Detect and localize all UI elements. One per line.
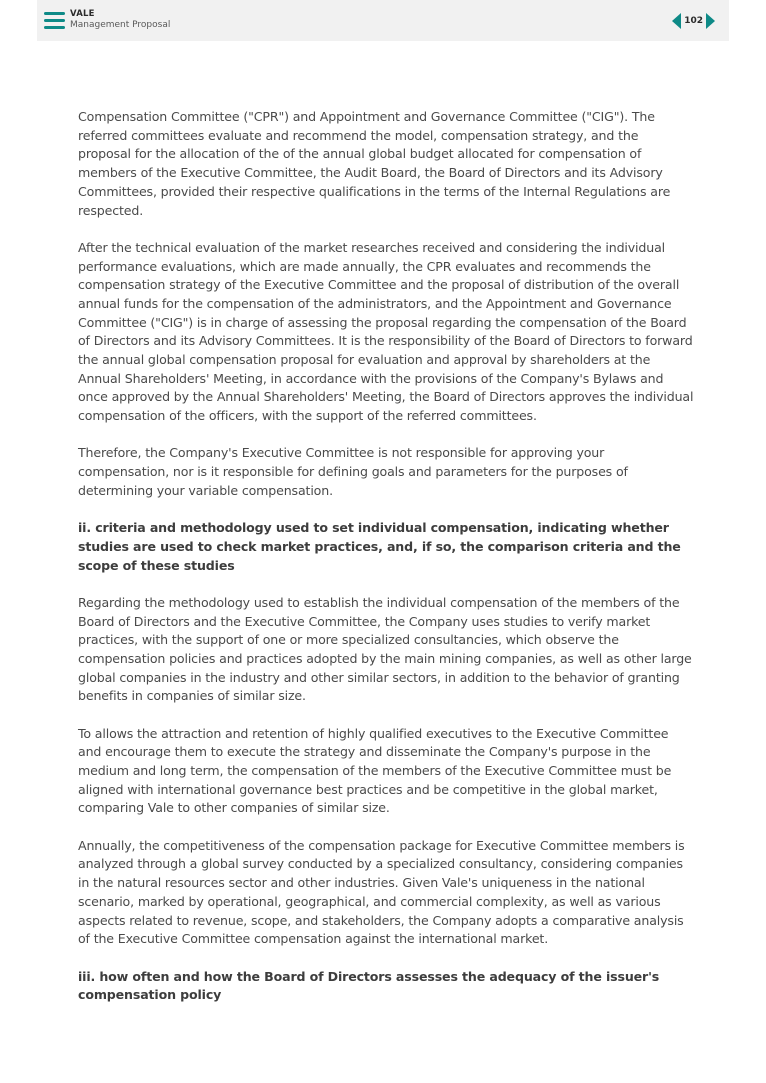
paragraph: Compensation Committee ("CPR") and Appointment and Governance Committee ("CIG"). The referred committees evaluate and recommend the model, compensation strategy, and the proposal for the allocation of the of the annual global budget allocated for compensation of members of the Executive Committee, the Audit Board, the Board of Directors and its Advisory Committees, provided their respective qualifications in the terms of the Internal Regulations are respected. — [78, 109, 671, 218]
page-header — [37, 0, 729, 41]
paragraph: Therefore, the Company's Executive Committee is not responsible for approving your compensation, nor is it responsible for defining goals and parameters for the purposes of determining your variable compensation. — [78, 445, 628, 498]
page-navigation — [672, 13, 715, 29]
section-heading-iii: iii. how often and how the Board of Directors assesses the adequacy of the issuer's compensation policy — [78, 968, 660, 1003]
brand-block — [70, 10, 170, 30]
document-body — [78, 108, 694, 1024]
menu-icon[interactable] — [44, 12, 65, 29]
paragraph: To allows the attraction and retention of highly qualified executives to the Executive Committee and encourage them to execute the strategy and disseminate the Company's purpose in the medium and long term, the compensation of the members of the Executive Committee must be aligned with international governance best practices and be competitive in the global market, comparing Vale to other companies of similar size. — [78, 725, 672, 816]
previous-page-icon[interactable] — [672, 13, 681, 29]
section-heading-ii: ii. criteria and methodology used to set individual compensation, indicating whether studies are used to check market practices, and, if so, the comparison criteria and the scope of these studies — [78, 520, 681, 573]
document-subtitle: Management Proposal — [70, 19, 171, 30]
brand-name: VALE — [70, 9, 95, 19]
page-number: 102 — [684, 16, 703, 26]
paragraph: Annually, the competitiveness of the compensation package for Executive Committee members is analyzed through a global survey conducted by a specialized consultancy, considering companies in the natural resources sector and other industries. Given Vale's uniqueness in the national scenario, marked by operational, geographical, and commercial complexity, as well as various aspects related to revenue, scope, and stakeholders, the Company adopts a comparative analysis of the Executive Committee compensation against the international market. — [78, 837, 685, 947]
paragraph: Regarding the methodology used to establish the individual compensation of the members of the Board of Directors and the Executive Committee, the Company uses studies to verify market practices, with the support of one or more specialized consultancies, which observe the compensation policies and practices adopted by the main mining companies, as well as other large global companies in the industry and other similar sectors, in addition to the behavior of granting benefits in companies of similar size. — [78, 594, 692, 704]
paragraph: After the technical evaluation of the market researches received and considering the individual performance evaluations, which are made annually, the CPR evaluates and recommends the compensation strategy of the Executive Committee and the proposal of distribution of the overall annual funds for the compensation of the administrators, and the Appointment and Governance Committee ("CIG") is in charge of assessing the proposal regarding the compensation of the Board of Directors and its Advisory Committees. It is the responsibility of the Board of Directors to forward the annual global compensation proposal for evaluation and approval by shareholders at the Annual Shareholders' Meeting, in accordance with the provisions of the Company's Bylaws and once approved by the Annual Shareholders' Meeting, the Board of Directors approves the individual compensation of the officers, with the support of the referred committees. — [78, 239, 694, 424]
next-page-icon[interactable] — [706, 13, 715, 29]
